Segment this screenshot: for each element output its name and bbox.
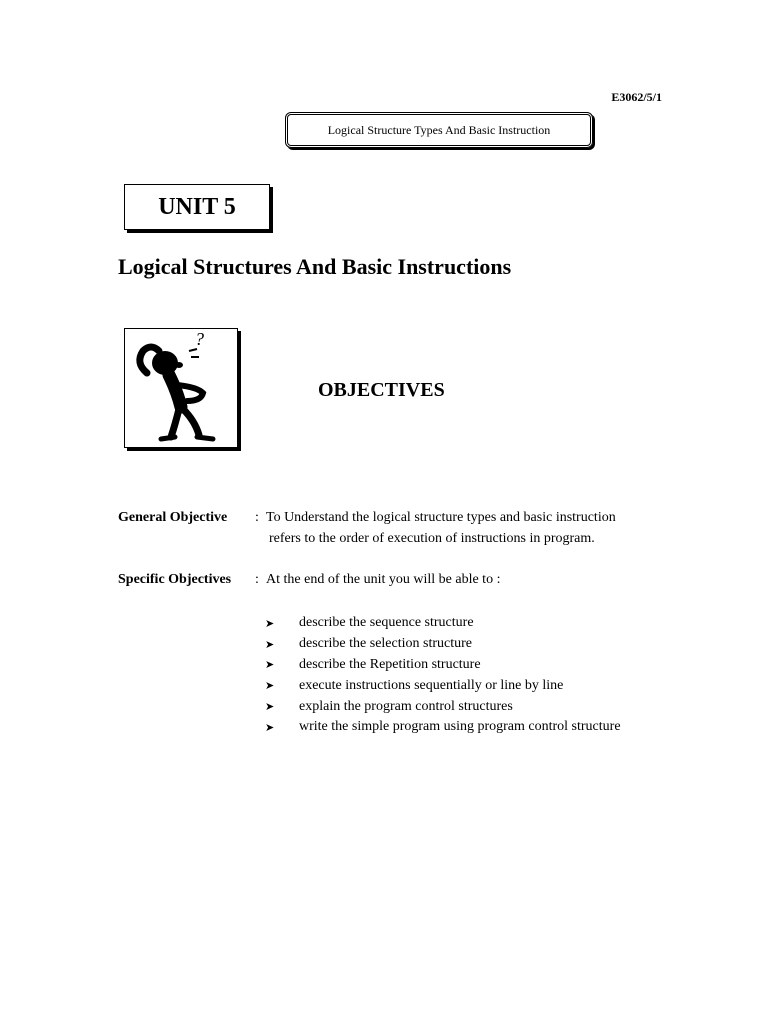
arrow-bullet-icon: ➤ (265, 720, 275, 734)
running-title: Logical Structure Types And Basic Instruction (327, 122, 551, 137)
general-objective-text-line1: To Understand the logical structure types and basic instruction (266, 510, 616, 525)
general-objective-label: General Objective (118, 510, 228, 525)
list-item (265, 696, 621, 717)
list-item (265, 613, 621, 634)
list-item (265, 675, 621, 696)
unit-label: UNIT 5 (158, 193, 236, 220)
list-item-text: execute instructions sequentially or line by line (299, 677, 564, 693)
list-item-text: describe the selection structure (299, 636, 472, 652)
list-item (265, 655, 621, 676)
list-item (265, 717, 621, 738)
general-objective-text-line2: refers to the order of execution of instructions in program. (269, 531, 595, 546)
list-item-text: write the simple program using program control structure (299, 719, 621, 735)
list-item (265, 634, 621, 655)
list-item-text: describe the Repetition structure (299, 656, 481, 672)
arrow-bullet-icon: ➤ (265, 700, 275, 714)
specific-objectives-intro: At the end of the unit you will be able to : (266, 572, 501, 587)
running-title-box (285, 112, 593, 148)
question-mark: ? (195, 329, 204, 349)
arrow-bullet-icon: ➤ (265, 658, 275, 672)
thinking-person-icon (125, 329, 237, 447)
arrow-bullet-icon: ➤ (265, 679, 275, 693)
unit-box (124, 184, 270, 230)
arrow-bullet-icon: ➤ (265, 637, 275, 651)
general-objective-colon: : (255, 510, 259, 525)
document-code: E3062/5/1 (611, 90, 662, 104)
objectives-list (265, 613, 621, 738)
arrow-bullet-icon: ➤ (265, 616, 275, 630)
page-title: Logical Structures And Basic Instructions (118, 254, 512, 279)
specific-objectives-label: Specific Objectives (118, 572, 232, 587)
specific-objectives-colon: : (255, 572, 259, 587)
clipart-frame (124, 328, 238, 448)
list-item-text: describe the sequence structure (299, 615, 474, 631)
list-item-text: explain the program control structures (299, 698, 513, 714)
objectives-heading: OBJECTIVES (318, 379, 445, 401)
